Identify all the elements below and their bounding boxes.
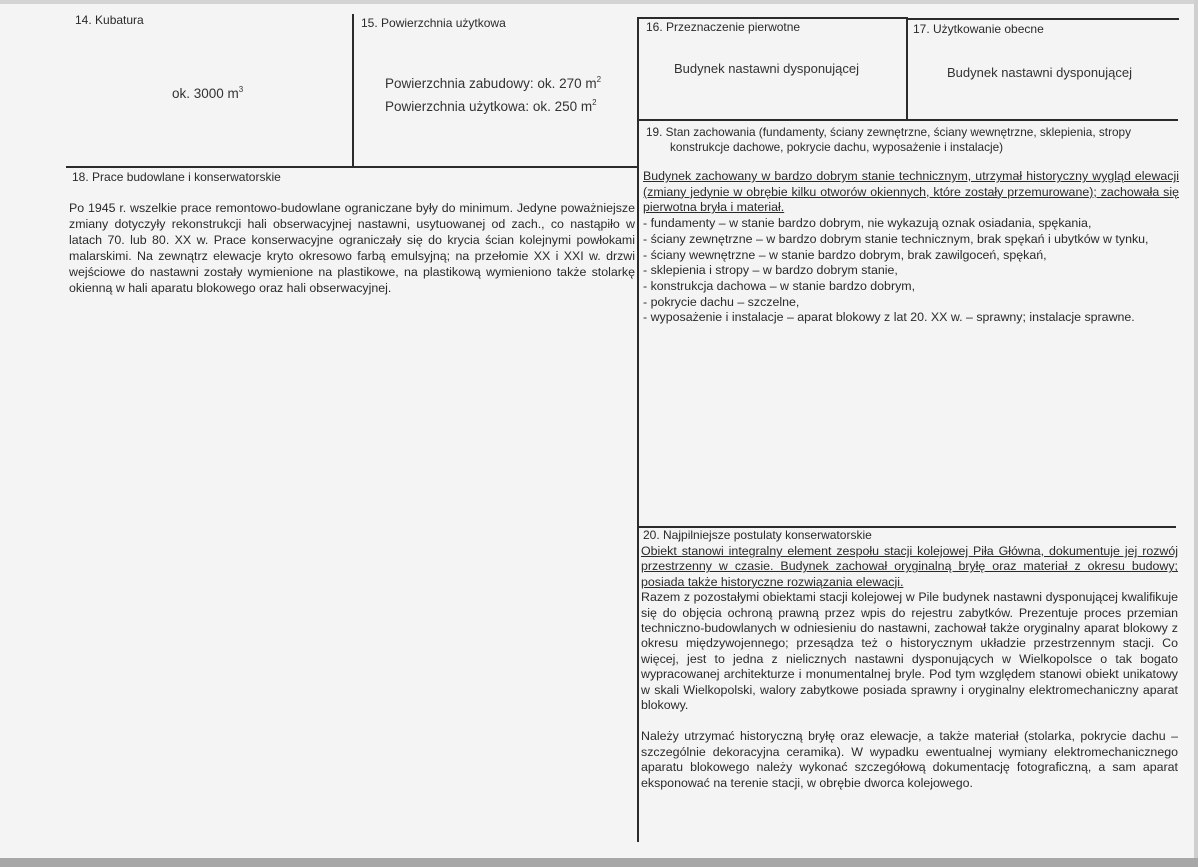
stan-item: - sklepienia i stropy – w bardzo dobrym stanie,	[643, 263, 898, 278]
divider-v-center	[637, 17, 639, 842]
postulaty-label: 20. Najpilniejsze postulaty konserwatorskie	[643, 528, 872, 542]
postulaty-paragraph-2: Należy utrzymać historyczną bryłę oraz elewacje, a także materiał (stolarka, pokrycie dachu – szczególnie dekoracyjna ceramika). W wypadku ewentualnej wymiany elektromechanicznego aparatu blokowego należy wykonać szczegółową dokumentację fotograficzną, a sam aparat eksponować na terenie stacji, w obrębie dworca kolejowego.	[641, 729, 1178, 790]
stan-item: - fundamenty – w stanie bardzo dobrym, nie wykazują oznak osiadania, spękania,	[643, 216, 1092, 231]
scan-edge-bottom	[0, 858, 1198, 867]
divider-h-section17	[907, 18, 1179, 20]
stan-item: - ściany wewnętrzne – w stanie bardzo dobrym, brak zawilgoceń, spękań,	[643, 247, 1047, 262]
kubatura-value: ok. 3000 $m^3$	[172, 85, 244, 101]
stan-label-line2: konstrukcje dachowe, pokrycie dachu, wyposażenie i instalacje)	[670, 140, 1004, 154]
postulaty-content	[641, 544, 1178, 791]
postulaty-summary: Obiekt stanowi integralny element zespołu stacji kolejowej Piła Główna, dokumentuje jej rozwój przestrzenny w czasie. Budynek zachował oryginalną bryłę oraz materiał z okresu budowy; posiada także historyczne rozwiązania elewacji.	[641, 544, 1178, 589]
powierzchnia-zabudowy: Powierzchnia zabudowy: ok. 270 $m^2$	[385, 75, 602, 91]
stan-item: - pokrycie dachu – szczelne,	[643, 294, 800, 309]
kubatura-label: 14. Kubatura	[75, 13, 144, 27]
stan-label-line1: 19. Stan zachowania (fundamenty, ściany zewnętrzne, ściany wewnętrzne, sklepienia, stropy	[646, 125, 1132, 139]
scan-edge-right	[1194, 0, 1198, 867]
divider-v-uzytkowanie	[906, 17, 908, 120]
prace-text: Po 1945 r. wszelkie prace remontowo-budowlane ograniczane były do minimum. Jedyne poważniejsze zmiany dotyczyły rekonstrukcji hali obserwacyjnej nastawni, usytuowanej od zach., co nastąpiło w latach 70. lub 80. XX w. Prace konserwacyjne ograniczały się do krycia ścian kolejnymi powłokami malarskimi. Na zewnątrz elewacje kryto okresowo farbą emulsyjną; na przełomie XX i XXI w. drzwi wejściowe do nastawni zostały wymienione na plastikowe, na plastikową wymieniono także stolarkę okienną w hali aparatu blokowego oraz hali obserwacyjnej.	[69, 201, 635, 296]
divider-h-section16	[638, 17, 908, 19]
prace-label: 18. Prace budowlane i konserwatorskie	[72, 170, 281, 184]
postulaty-paragraph-1: Razem z pozostałymi obiektami stacji kolejowej w Pile budynek nastawni dysponującej kwalifikuje się do objęcia ochroną prawną przez wpis do rejestru zabytków. Prezentuje proces przemian techniczno-budowlanych w odniesieniu do nastawni, zachował także oryginalny aparat blokowy z okresu międzywojennego; przesądza też o historycznym układzie przestrzennym stacji. Co więcej, jest to jedna z nielicznych nastawni dysponujących w Wielkopolsce o tak bogato wypracowanej architekturze i monumentalnej bryle. Pod tym względem stanowi obiekt unikatowy w skali Wielkopolski, walory zabytkowe posiada sprawny i oryginalny elektromechaniczny aparat blokowy.	[641, 590, 1178, 713]
powierzchnia-uzytkowa: Powierzchnia użytkowa: ok. 250 $m^2$	[385, 98, 597, 114]
scan-edge-top	[0, 0, 1198, 4]
stan-content	[643, 169, 1179, 326]
stan-item: - ściany zewnętrzne – w bardzo dobrym stanie technicznym, brak spękań i ubytków w tynku,	[643, 231, 1149, 246]
divider-h-section18	[66, 166, 638, 168]
stan-summary: Budynek zachowany w bardzo dobrym stanie technicznym, utrzymał historyczny wygląd elewacji (zmiany jedynie w obrębie kilku otworów okiennych, które zostały przemurowane); zachowała się pierwotna bryła i materiał.	[643, 169, 1179, 215]
divider-v-kubatura	[352, 14, 354, 167]
stan-item: - wyposażenie i instalacje – aparat blokowy z lat 20. XX w. – sprawny; instalacje sprawne.	[643, 310, 1135, 325]
divider-h-section19	[638, 119, 1178, 121]
uzytkowanie-value: Budynek nastawni dysponującej	[947, 65, 1133, 80]
uzytkowanie-label: 17. Użytkowanie obecne	[913, 22, 1044, 36]
przeznaczenie-label: 16. Przeznaczenie pierwotne	[646, 20, 801, 34]
powierzchnia-label: 15. Powierzchnia użytkowa	[361, 16, 506, 30]
stan-item: - konstrukcja dachowa – w stanie bardzo dobrym,	[643, 278, 916, 293]
przeznaczenie-value: Budynek nastawni dysponującej	[674, 61, 860, 76]
